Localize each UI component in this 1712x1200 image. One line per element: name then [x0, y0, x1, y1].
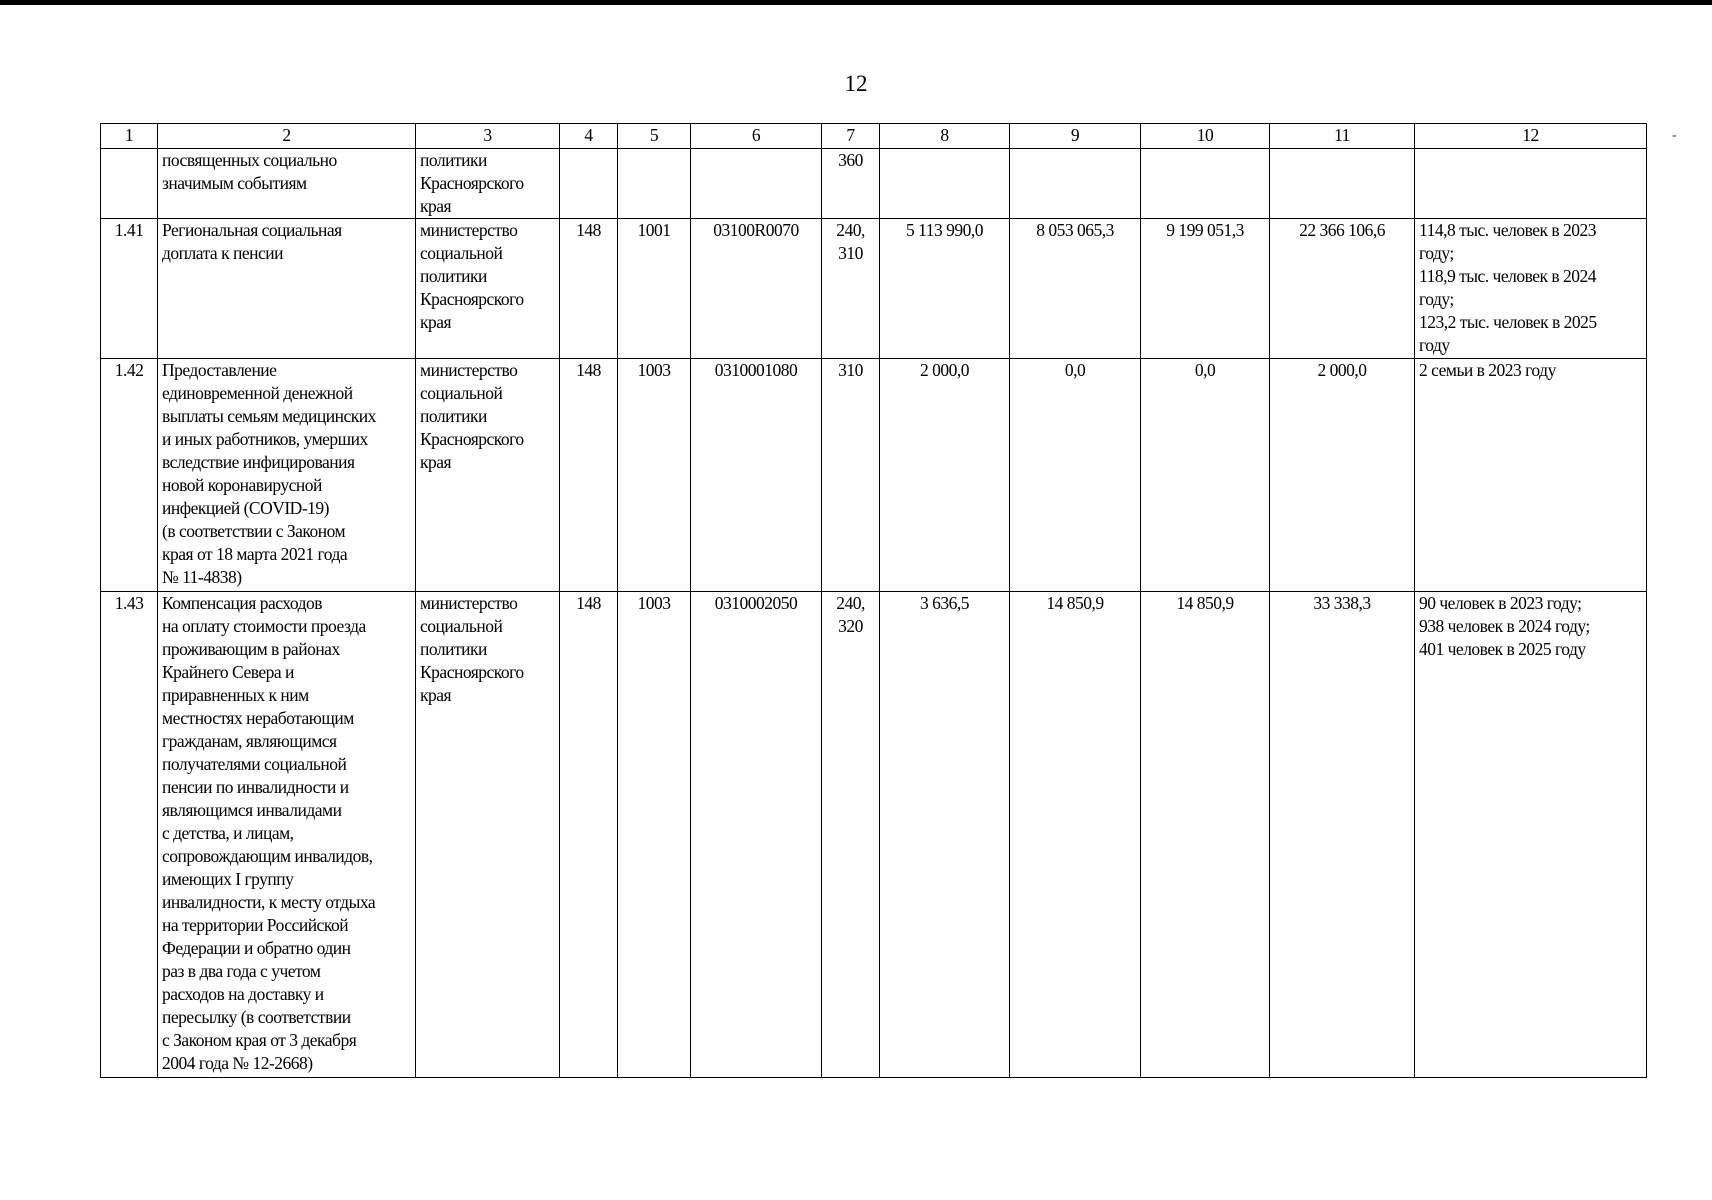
amount-2023: 5 113 990,0 — [880, 219, 1010, 359]
col-header-6: 6 — [691, 124, 822, 149]
col-header-4: 4 — [560, 124, 618, 149]
amount-2024: 14 850,9 — [1010, 592, 1141, 1078]
row-number — [101, 149, 158, 219]
rzpr-code — [618, 149, 691, 219]
expected-result: 2 семьи в 2023 году — [1415, 359, 1647, 592]
amount-total: 33 338,3 — [1270, 592, 1415, 1078]
table-row — [101, 149, 1647, 219]
amount-2025 — [1141, 149, 1270, 219]
vr-code: 240, 320 — [822, 592, 880, 1078]
vr-code: 240, 310 — [822, 219, 880, 359]
csr-code — [691, 149, 822, 219]
col-header-11: 11 — [1270, 124, 1415, 149]
table-row — [101, 359, 1647, 592]
rzpr-code: 1001 — [618, 219, 691, 359]
col-header-12: 12 — [1415, 124, 1647, 149]
amount-total — [1270, 149, 1415, 219]
col-header-1: 1 — [101, 124, 158, 149]
executor: министерство социальной политики Красноярского края — [416, 219, 560, 359]
measure-name: Региональная социальная доплата к пенсии — [158, 219, 416, 359]
header-row — [101, 124, 1647, 149]
amount-2024 — [1010, 149, 1141, 219]
csr-code: 03100R0070 — [691, 219, 822, 359]
col-header-10: 10 — [1141, 124, 1270, 149]
col-header-2: 2 — [158, 124, 416, 149]
expected-result: 90 человек в 2023 году; 938 человек в 2024 году; 401 человек в 2025 году — [1415, 592, 1647, 1078]
measure-name: Предоставление единовременной денежной выплаты семьям медицинских и иных работников, умерших вследствие инфицирования новой коронавирусной инфекцией (COVID-19) (в соответствии с Законом края от 18 марта 2021 года № 11-4838) — [158, 359, 416, 592]
amount-2024: 8 053 065,3 — [1010, 219, 1141, 359]
col-header-3: 3 — [416, 124, 560, 149]
vr-code: 310 — [822, 359, 880, 592]
row-number: 1.43 — [101, 592, 158, 1078]
amount-total: 2 000,0 — [1270, 359, 1415, 592]
executor: министерство социальной политики Красноярского края — [416, 359, 560, 592]
measure-name: Компенсация расходов на оплату стоимости проезда проживающим в районах Крайнего Севера и приравненных к ним местностях неработающим гражданам, являющимся получателями социальной пенсии по инвалидности и являющимся инвалидами с детства, и лицам, сопровождающим инвалидов, имеющих I группу инвалидности, к месту отдыха на территории Российской Федерации и обратно один раз в два года с учетом расходов на доставку и пересылку (в соответствии с Законом края от 3 декабря 2004 года № 12-2668) — [158, 592, 416, 1078]
page-number: 12 — [844, 71, 868, 96]
amount-2023 — [880, 149, 1010, 219]
csr-code: 0310002050 — [691, 592, 822, 1078]
rzpr-code: 1003 — [618, 359, 691, 592]
grbs-code: 148 — [560, 359, 618, 592]
csr-code: 0310001080 — [691, 359, 822, 592]
grbs-code: 148 — [560, 592, 618, 1078]
expected-result — [1415, 149, 1647, 219]
col-header-9: 9 — [1010, 124, 1141, 149]
page-top-edge — [0, 0, 1712, 5]
amount-2024: 0,0 — [1010, 359, 1141, 592]
amount-2023: 3 636,5 — [880, 592, 1010, 1078]
amount-2025: 9 199 051,3 — [1141, 219, 1270, 359]
table-row — [101, 219, 1647, 359]
budget-table — [100, 123, 1647, 1078]
col-header-8: 8 — [880, 124, 1010, 149]
amount-2025: 14 850,9 — [1141, 592, 1270, 1078]
rzpr-code: 1003 — [618, 592, 691, 1078]
executor: политики Красноярского края — [416, 149, 560, 219]
amount-total: 22 366 106,6 — [1270, 219, 1415, 359]
row-number: 1.42 — [101, 359, 158, 592]
col-header-5: 5 — [618, 124, 691, 149]
executor: министерство социальной политики Красноярского края — [416, 592, 560, 1078]
margin-mark: - — [1672, 128, 1677, 143]
col-header-7: 7 — [822, 124, 880, 149]
grbs-code: 148 — [560, 219, 618, 359]
table-row — [101, 592, 1647, 1078]
amount-2025: 0,0 — [1141, 359, 1270, 592]
amount-2023: 2 000,0 — [880, 359, 1010, 592]
vr-code: 360 — [822, 149, 880, 219]
row-number: 1.41 — [101, 219, 158, 359]
measure-name: посвященных социально значимым событиям — [158, 149, 416, 219]
expected-result: 114,8 тыс. человек в 2023 году; 118,9 тыс. человек в 2024 году; 123,2 тыс. человек в 2025 году — [1415, 219, 1647, 359]
grbs-code — [560, 149, 618, 219]
